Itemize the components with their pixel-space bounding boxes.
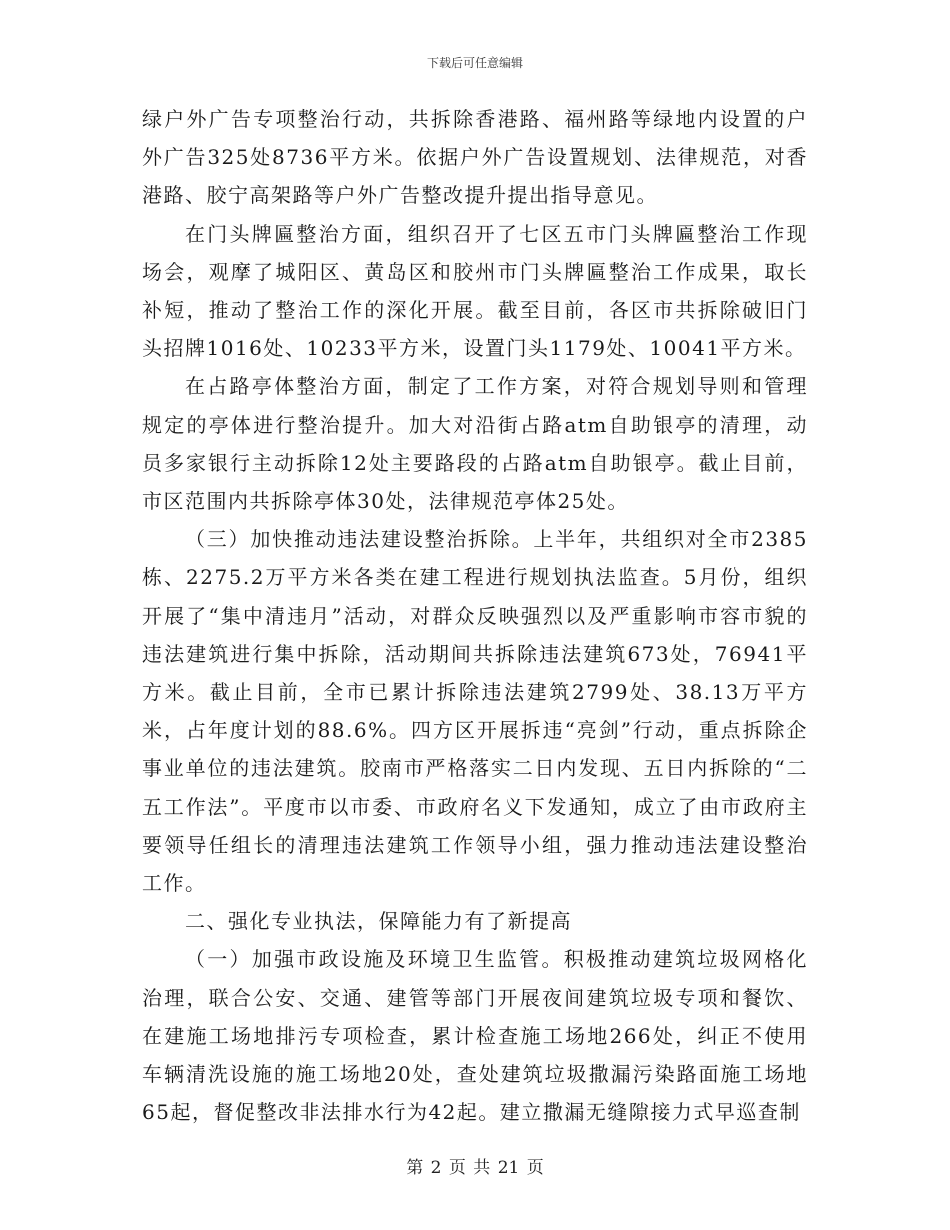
paragraph-signboards: 在门头牌匾整治方面，组织召开了七区五市门头牌匾整治工作现场会，观摩了城阳区、黄岛区和胶州市门头牌匾整治工作成果，取长补短，推动了整治工作的深化开展。截至目前，各区市共拆除破旧门头招牌1016处、10233平方米，设置门头1179处、10041平方米。 xyxy=(142,221,808,361)
section-heading-enforcement: 二、强化专业执法，保障能力有了新提高 xyxy=(185,909,572,934)
paragraph-municipal-supervision: （一）加强市政设施及环境卫生监管。积极推动建筑垃圾网格化治理，联合公安、交通、建管等部门开展夜间建筑垃圾专项和餐饮、在建施工场地排污专项检查，累计检查施工场地266处，纠正不使用车辆清洗设施的施工场地20处，查处建筑垃圾撒漏污染路面施工场地65起，督促整改非法排水行为42起。建立撒漏无缝隙接力式早巡查制 xyxy=(142,947,808,1125)
page-header-note: 下载后可任意编辑 xyxy=(426,56,523,70)
paragraph-kiosks: 在占路亭体整治方面，制定了工作方案，对符合规划导则和管理规定的亭体进行整治提升。加大对沿街占路atm自助银亭的清理，动员多家银行主动拆除12处主要路段的占路atm自助银亭。截止目前，市区范围内共拆除亭体30处，法律规范亭体25处。 xyxy=(142,374,808,514)
document-body xyxy=(142,100,808,1131)
paragraph-illegal-construction: （三）加快推动违法建设整治拆除。上半年，共组织对全市2385栋、2275.2万平方米各类在建工程进行规划执法监查。5月份，组织开展了“集中清违月”活动，对群众反映强烈以及严重影响市容市貌的违法建筑进行集中拆除，活动期间共拆除违法建筑673处，76941平方米。截止目前，全市已累计拆除违法建筑2799处、38.13万平方米，占年度计划的88.6%。四方区开展拆违“亮剑”行动，重点拆除企事业单位的违法建筑。胶南市严格落实二日内发现、五日内拆除的“二五工作法”。平度市以市委、市政府名义下发通知，成立了由市政府主要领导任组长的清理违法建筑工作领导小组，强力推动违法建设整治工作。 xyxy=(142,527,808,896)
page-number: 第 2 页 共 21 页 xyxy=(406,1158,544,1178)
paragraph-outdoor-ads: 绿户外广告专项整治行动，共拆除香港路、福州路等绿地内设置的户外广告325处8736平方米。依据户外广告设置规划、法律规范，对香港路、胶宁高架路等户外广告整改提升提出指导意见。 xyxy=(142,107,808,208)
